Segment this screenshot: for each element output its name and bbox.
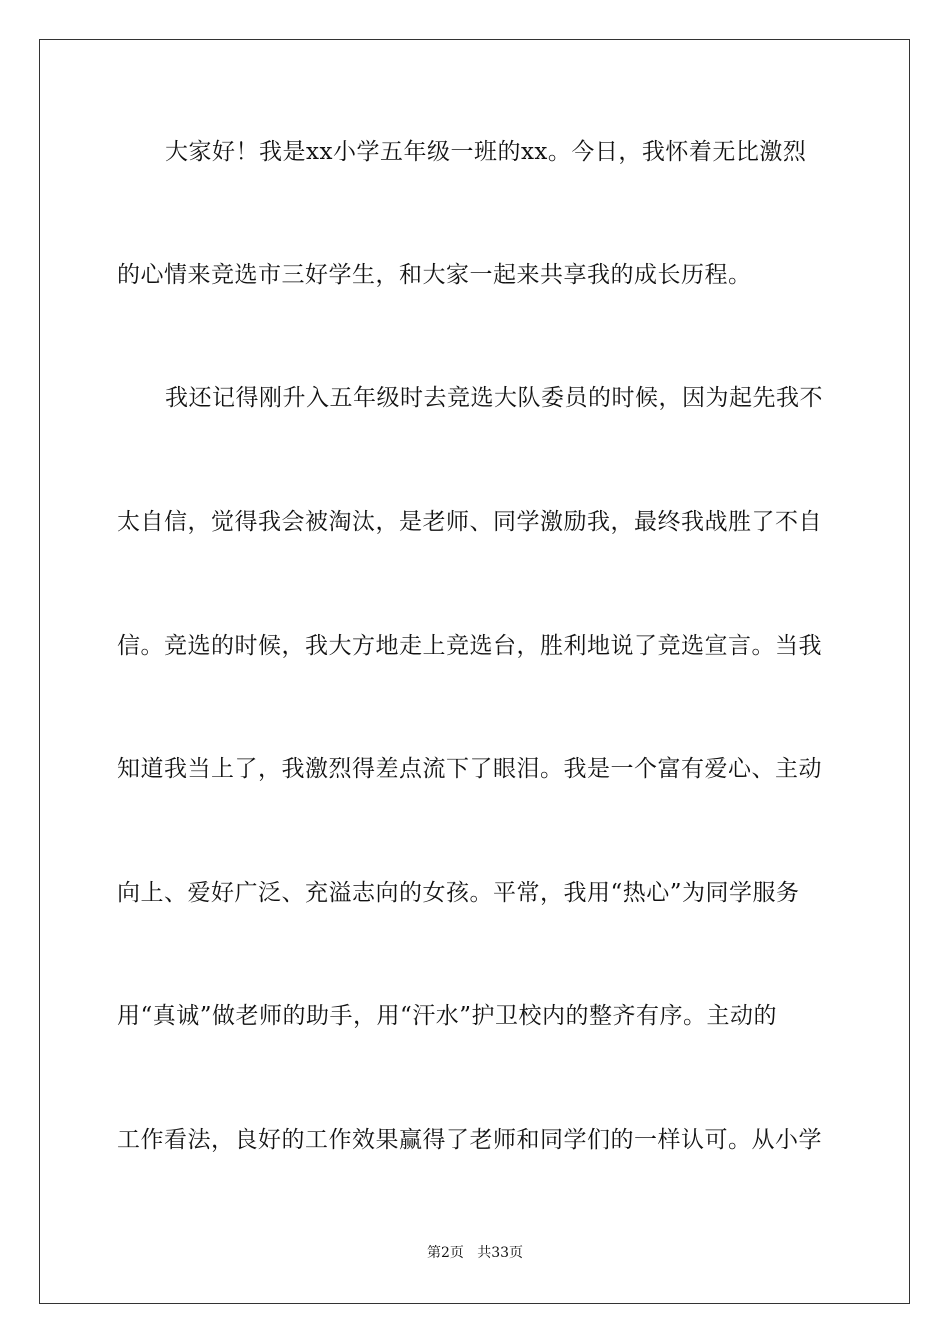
paragraph-2-line-1: 我还记得刚升入五年级时去竞选大队委员的时候，因为起先我不 — [165, 385, 823, 411]
page-footer: 第2页 共33页 — [426, 1245, 524, 1261]
paragraph-1-line-2: 的心情来竞选市三好学生，和大家一起来共享我的成长历程。 — [117, 262, 752, 288]
paragraph-2-line-3: 信。竞选的时候，我大方地走上竞选台，胜利地说了竞选宣言。当我 — [117, 633, 822, 659]
paragraph-2-line-2: 太自信，觉得我会被淘汰，是老师、同学激励我，最终我战胜了不自 — [117, 509, 822, 535]
page-frame — [39, 39, 910, 1304]
paragraph-1-line-1: 大家好！我是xx小学五年级一班的xx。今日，我怀着无比激烈 — [165, 139, 807, 165]
paragraph-2-line-7: 工作看法，良好的工作效果赢得了老师和同学们的一样认可。从小学 — [117, 1127, 822, 1153]
paragraph-2-line-4: 知道我当上了，我激烈得差点流下了眼泪。我是一个富有爱心、主动 — [117, 756, 822, 782]
paragraph-2-line-6: 用“真诚”做老师的助手，用“汗水”护卫校内的整齐有序。主动的 — [117, 1003, 778, 1029]
paragraph-2-line-5: 向上、爱好广泛、充溢志向的女孩。平常，我用“热心”为同学服务 — [117, 880, 800, 906]
